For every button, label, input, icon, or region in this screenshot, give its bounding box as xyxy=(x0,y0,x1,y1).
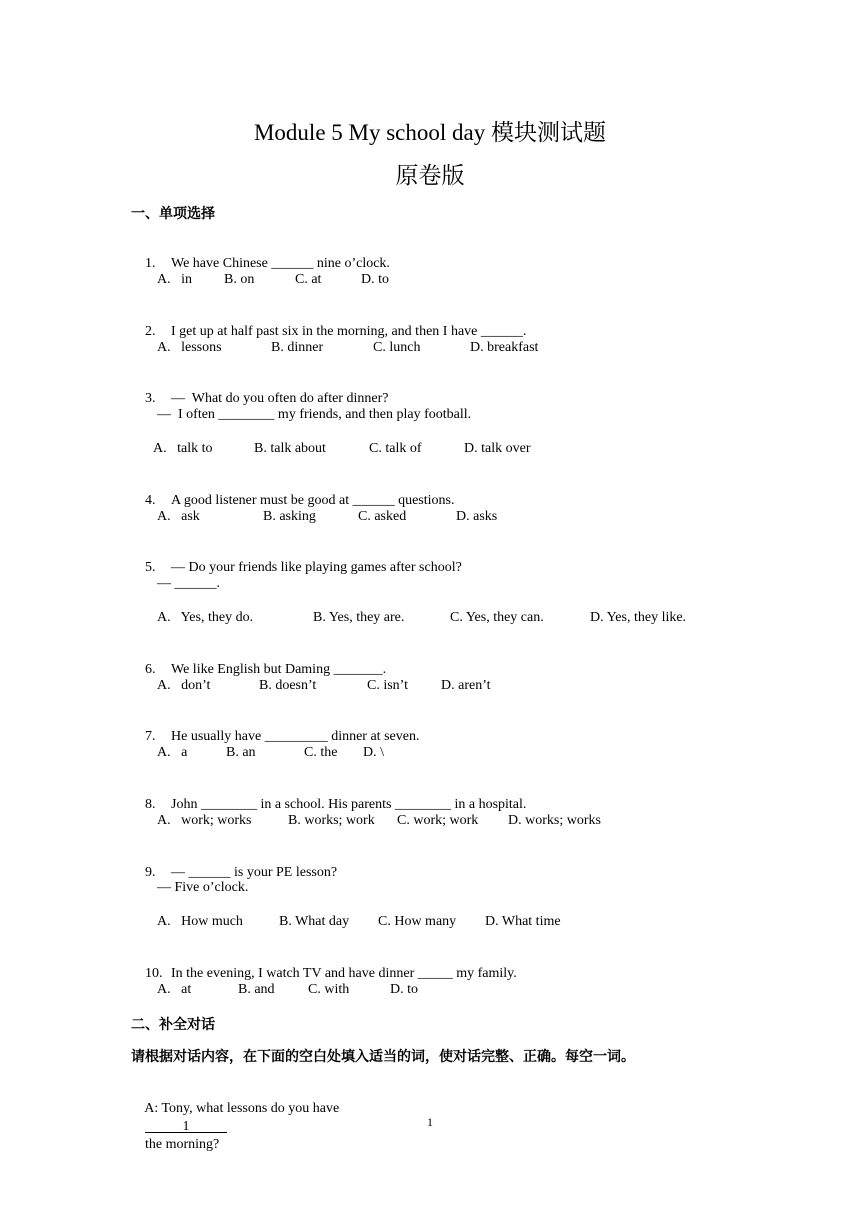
option-b: B. doesn’t xyxy=(259,678,317,693)
option-b: B. and xyxy=(238,982,275,997)
question-number: 10. xyxy=(145,966,163,981)
option-b: B. Yes, they are. xyxy=(313,610,405,625)
option-d: D. to xyxy=(390,982,418,997)
question-number: 2. xyxy=(145,324,156,339)
option-c: C. asked xyxy=(358,509,407,524)
option-d: D. talk over xyxy=(464,441,531,456)
question-text: He usually have _________ dinner at seven. xyxy=(171,729,420,744)
option-d: D. breakfast xyxy=(470,340,539,355)
option-d: D. to xyxy=(361,272,389,287)
option-c: C. lunch xyxy=(373,340,421,355)
option-c: C. talk of xyxy=(369,441,422,456)
option-c: C. Yes, they can. xyxy=(450,610,544,625)
blank-number: 1 xyxy=(182,1119,190,1134)
option-a: A. a xyxy=(157,745,188,760)
option-c: C. the xyxy=(304,745,338,760)
option-d: D. \ xyxy=(363,745,384,760)
question-text: — Do your friends like playing games after school? xyxy=(171,560,462,575)
question-text: A good listener must be good at ______ questions. xyxy=(171,493,455,508)
question-number: 5. xyxy=(145,560,156,575)
dialogue-suffix: the morning? xyxy=(145,1137,220,1152)
option-c: C. work; work xyxy=(397,813,479,828)
option-a: A. in xyxy=(157,272,192,287)
option-b: B. on xyxy=(224,272,255,287)
question-number: 8. xyxy=(145,797,156,812)
option-a: A. talk to xyxy=(153,441,213,456)
page-number: 1 xyxy=(427,1115,433,1129)
question-number: 3. xyxy=(145,391,156,406)
option-b: B. asking xyxy=(263,509,316,524)
question-9-reply: — Five o’clock. xyxy=(157,880,249,895)
option-a: A. Yes, they do. xyxy=(157,610,254,625)
option-a: A. at xyxy=(157,982,192,997)
question-text: In the evening, I watch TV and have dinner _____ my family. xyxy=(171,966,517,981)
option-b: B. talk about xyxy=(254,441,326,456)
option-d: D. works; works xyxy=(508,813,601,828)
question-text: We have Chinese ______ nine o’clock. xyxy=(171,256,390,271)
question-text: John ________ in a school. His parents ________ in a hospital. xyxy=(171,797,527,812)
option-b: B. dinner xyxy=(271,340,324,355)
option-c: C. How many xyxy=(378,914,457,929)
option-a: A. ask xyxy=(157,509,200,524)
question-number: 7. xyxy=(145,729,156,744)
option-c: C. with xyxy=(308,982,350,997)
option-a: A. work; works xyxy=(157,813,252,828)
option-b: B. an xyxy=(226,745,256,760)
page-subtitle: 原卷版 xyxy=(395,163,465,188)
question-number: 1. xyxy=(145,256,156,271)
option-a: A. lessons xyxy=(157,340,222,355)
question-text: — ______ is your PE lesson? xyxy=(171,865,338,880)
option-d: D. What time xyxy=(485,914,561,929)
section-heading-1: 一、单项选择 xyxy=(131,206,215,222)
option-c: C. isn’t xyxy=(367,678,408,693)
question-text: I get up at half past six in the morning, and then I have ______. xyxy=(171,324,527,339)
option-d: D. Yes, they like. xyxy=(590,610,687,625)
question-text: We like English but Daming _______. xyxy=(171,662,387,677)
question-5-reply: — ______. xyxy=(157,576,220,591)
option-c: C. at xyxy=(295,272,322,287)
option-a: A. How much xyxy=(157,914,243,929)
dialogue-prefix: A: Tony, what lessons do you have xyxy=(144,1101,340,1116)
question-number: 6. xyxy=(145,662,156,677)
page-title: Module 5 My school day 模块测试题 xyxy=(253,120,606,145)
option-b: B. works; work xyxy=(288,813,375,828)
question-number: 4. xyxy=(145,493,156,508)
option-d: D. aren’t xyxy=(441,678,491,693)
section-heading-2: 二、补全对话 xyxy=(131,1017,215,1033)
option-d: D. asks xyxy=(456,509,498,524)
question-3-reply: — I often ________ my friends, and then play football. xyxy=(157,407,472,422)
option-a: A. don’t xyxy=(157,678,211,693)
instruction-text: 请根据对话内容，在下面的空白处填入适当的词，使对话完整、正确。每空一词。 xyxy=(131,1049,635,1065)
question-text: — What do you often do after dinner? xyxy=(171,391,389,406)
question-number: 9. xyxy=(145,865,156,880)
question-10-options xyxy=(157,981,757,1089)
option-b: B. What day xyxy=(279,914,350,929)
